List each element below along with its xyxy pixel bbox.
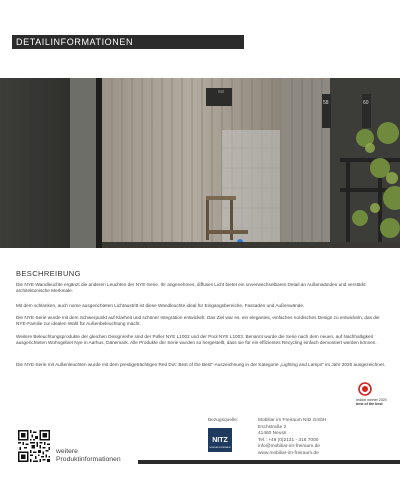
description-paragraph: Weitere Beleuchtungsprodukte der gleichen Designreihe sind der Poller NYE L1002 und der Pool NYE L1003. Benannt wurde die Serie nach dem neuen, auf Nachhaltigkeit ausgerichteten Wohngebiet Nye in Aarhus, Dänemark. Alle Produkte der Serie wurden so hergestellt, dass sie für ein effizientes Recycling einfach demontiert werden können. (16, 334, 377, 346)
product-photo (0, 78, 400, 248)
award-line-2: best of the best (356, 402, 383, 407)
more-info-label (56, 448, 121, 464)
description-paragraph: Mit dem schlanken, auch nome ausgerichteten Lichtaustritt ist diese Wandleuchte ideal für Eingangsbereiche, Fassaden und Außenwände. (16, 303, 305, 308)
award-line-1: reddot winner 2020 (356, 398, 387, 402)
address-website[interactable]: www.mobiliar-im-freiraum.de (258, 450, 319, 456)
address-phone: Tel.: +49 (0)2131 - 316 7000 (258, 437, 319, 443)
header-bar (12, 35, 244, 49)
address-email[interactable]: info@mobiliar-im-freiraum.de (258, 444, 320, 450)
footer-bar (138, 460, 400, 464)
address-street: Eschstraße 2 (258, 424, 287, 430)
description-paragraph: Die NYE-Wandleuchte ergänzt die anderen Leuchten der NYE-Serie. Ihr angenehmes, diffuses Licht bietet ein unverwechselbares Detail an Außenwänden und verstärkt architektonische Merkmale. (16, 282, 366, 294)
nitz-logo (208, 428, 232, 452)
logo-subtext: MOBILIAR IM FREIRAUM (209, 447, 231, 449)
page-title: DETAILINFORMATIONEN (16, 37, 134, 47)
description-paragraph: Die NYE-Serie mit Außenleuchten wurde mit dem prestigeträchtigen Red Dot: Best of the Best"-Auszeichnung in der Kategorie „Lighting and Lamps“ im Jahr 2020 ausgezeichnet. (16, 362, 386, 367)
award-text (356, 398, 387, 407)
reddot-award-icon (356, 380, 390, 414)
address-company: Mobiliar im Freiraum Nitz GmbH (258, 418, 327, 423)
qr-code-icon[interactable] (18, 430, 50, 462)
logo-text: NITZ (212, 437, 228, 444)
source-address (258, 418, 327, 458)
section-title: BESCHREIBUNG (16, 269, 81, 278)
source-label: Bezugsquelle: (208, 418, 239, 423)
house-number-58: 58 (323, 100, 329, 106)
description-paragraph: Die NYE-Serie wurde mit dem Schwerpunkt auf Klarheit und schöner Integration entwickelt. Das Ziel war es, ein elegantes, einfaches nordisches Design zu entwickeln, das die NYE-Familie zur idealen Wahl für Außenbeleuchtung macht. (16, 315, 380, 327)
house-number-60: 60 (363, 100, 369, 106)
more-info-line-1: weitere (56, 448, 78, 455)
address-city: 41460 Neuss (258, 431, 287, 437)
more-info-line-2: Produktinformationen (56, 456, 121, 463)
